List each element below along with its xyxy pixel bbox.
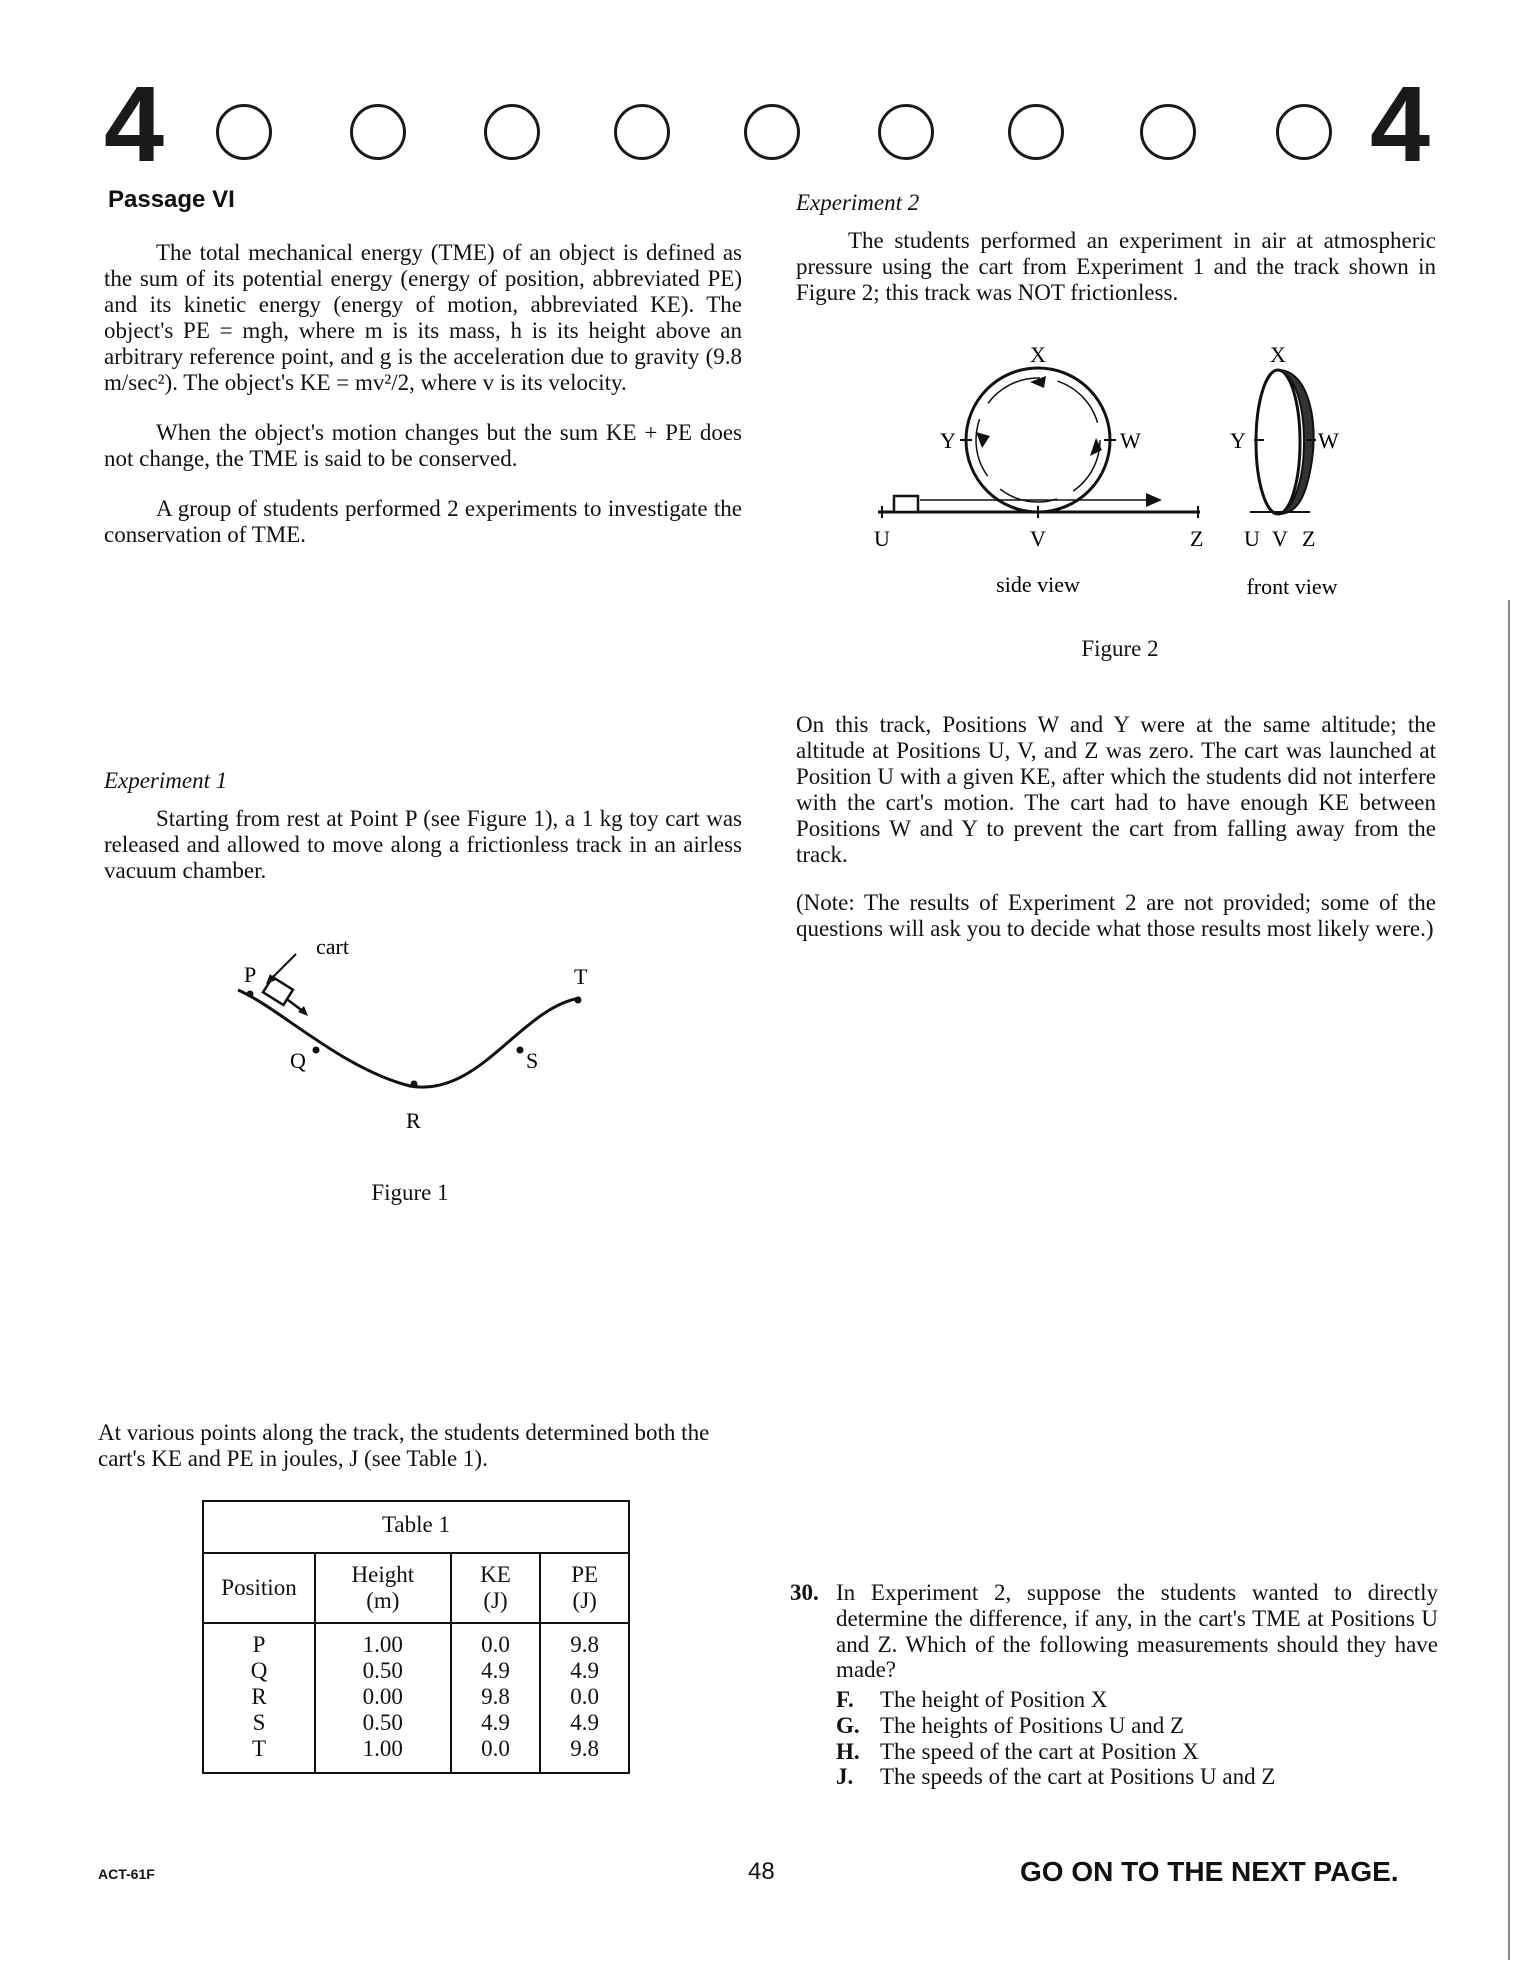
header-height-label: Height (351, 1562, 415, 1587)
front-label-v: V (1272, 526, 1288, 551)
figure-1-track-diagram (220, 918, 620, 1158)
intro-paragraph-1: The total mechanical energy (TME) of an object is defined as the sum of its potential energy (energy of position, abbreviated PE) and its kinetic energy (energy of motion, abbreviated KE). The object's PE = mgh, where m is its mass, h is its height above an arbitrary reference point, and g is the acceleration due to gravity (9.8 m/sec²). The object's KE = mv²/2, where v is its velocity. (104, 240, 742, 395)
cell-position: Q (204, 1658, 315, 1684)
figure-1-caption: Figure 1 (371, 1180, 449, 1205)
side-view-label: side view (996, 572, 1080, 597)
next-page-notice: GO ON TO THE NEXT PAGE. (1020, 1856, 1399, 1887)
point-t-marker (575, 997, 582, 1004)
side-label-y: Y (940, 428, 956, 453)
side-label-x: X (1030, 342, 1046, 367)
passage-intro (104, 240, 742, 548)
side-label-z: Z (1190, 526, 1204, 551)
cart-pointer-line (270, 954, 296, 980)
cell-position: R (204, 1684, 315, 1710)
table-row (204, 1658, 628, 1684)
cell-height: 1.00 (315, 1736, 451, 1772)
cell-ke: 0.0 (451, 1736, 541, 1772)
header-circle (1276, 104, 1332, 160)
section-number-left: 4 (104, 63, 165, 184)
cell-ke: 0.0 (451, 1623, 541, 1658)
header-circle (1140, 104, 1196, 160)
table-row (204, 1623, 628, 1658)
header-ke-label: KE (480, 1562, 511, 1587)
page-number: 48 (748, 1858, 775, 1885)
point-q-marker (313, 1047, 320, 1054)
point-p-marker (247, 991, 254, 998)
header-circle (878, 104, 934, 160)
table-1-grid (204, 1554, 628, 1772)
point-t-label: T (574, 964, 588, 989)
cart-box (894, 496, 918, 512)
cell-height: 0.00 (315, 1684, 451, 1710)
side-label-v: V (1030, 526, 1046, 551)
experiment2-text: The students performed an experiment in air at atmospheric pressure using the cart from Experiment 1 and the track shown in Figure 2; this track was NOT frictionless. (796, 228, 1436, 305)
cell-height: 0.50 (315, 1710, 451, 1736)
point-p-label: P (244, 962, 257, 987)
cell-ke: 9.8 (451, 1684, 541, 1710)
point-r-marker (411, 1081, 418, 1088)
question-text: In Experiment 2, suppose the students wanted to directly determine the difference, if any, in the cart's TME at Positions U and Z. Which of the following measurements should they have made? (836, 1580, 1438, 1683)
side-label-u: U (874, 526, 890, 551)
header-ke-unit: (J) (483, 1588, 508, 1613)
question-30 (790, 1580, 1438, 1790)
experiment1-heading: Experiment 1 (104, 768, 228, 793)
table-header-row (204, 1554, 628, 1623)
loop-track (966, 368, 1110, 512)
header-circle (484, 104, 540, 160)
passage-title: Passage VI (108, 186, 235, 213)
experiment1-text: Starting from rest at Point P (see Figure 1), a 1 kg toy cart was released and allowed to move along a frictionless track in an airless vacuum chamber. (104, 806, 742, 883)
question-number: 30. (790, 1580, 819, 1605)
option-letter: H. (836, 1738, 860, 1764)
experiment1-text-block (104, 806, 742, 884)
answer-options (790, 1687, 1438, 1790)
path-arrow-left (976, 432, 990, 448)
front-loop-shadow (1278, 370, 1314, 514)
answer-option-f[interactable] (836, 1687, 1438, 1713)
header-circle (216, 104, 272, 160)
point-s-label: S (526, 1048, 539, 1073)
header-position-label: Position (221, 1575, 297, 1600)
experiment2-note: (Note: The results of Experiment 2 are not provided; some of the questions will ask you to decide what those results most likely were.) (796, 890, 1436, 941)
option-text: The height of Position X (880, 1687, 1108, 1712)
header-circle (350, 104, 406, 160)
cart-label: cart (316, 934, 349, 959)
cell-position: T (204, 1736, 315, 1772)
scan-edge-line (1508, 600, 1510, 1960)
experiment2-paragraph-2: On this track, Positions W and Y were at the same altitude; the altitude at Positions U, V, and Z was zero. The cart was launched at Position U with a given KE, after which the students did not interfere with the cart's motion. The cart had to have enough KE between Positions W and Y to prevent the cart from falling away from the track. (796, 712, 1436, 867)
table-row (204, 1736, 628, 1772)
point-r-label: R (406, 1108, 421, 1133)
section-number-right: 4 (1370, 63, 1431, 184)
front-label-u: U (1244, 526, 1260, 551)
cell-height: 0.50 (315, 1658, 451, 1684)
table-1-title: Table 1 (204, 1502, 628, 1554)
answer-option-g[interactable] (836, 1713, 1438, 1739)
front-label-x: X (1270, 342, 1286, 367)
cell-pe: 9.8 (570, 1736, 600, 1761)
header-height-unit: (m) (366, 1588, 400, 1613)
launch-path-arrow (1146, 493, 1162, 507)
header-circle (744, 104, 800, 160)
header-position (204, 1554, 315, 1623)
table-row (204, 1710, 628, 1736)
cell-pe: 4.9 (570, 1710, 600, 1735)
header-circle (1008, 104, 1064, 160)
figure-2-loop-track-diagram (860, 340, 1420, 610)
answer-option-j[interactable] (836, 1764, 1438, 1790)
cell-pe: 9.8 (570, 1632, 600, 1657)
option-text: The speeds of the cart at Positions U and Z (880, 1764, 1276, 1790)
table-row (204, 1684, 628, 1710)
cell-position: S (204, 1710, 315, 1736)
header-circle (614, 104, 670, 160)
header-pe-unit: (J) (572, 1588, 597, 1613)
front-view-label: front view (1246, 574, 1338, 599)
table-1 (202, 1500, 630, 1774)
experiment2-text-block (796, 228, 1436, 306)
front-label-z: Z (1302, 526, 1316, 551)
front-label-y: Y (1230, 428, 1246, 453)
front-loop-inner (1256, 370, 1300, 514)
experiment2-heading: Experiment 2 (796, 190, 920, 215)
header-ke (451, 1554, 541, 1623)
cell-ke: 4.9 (451, 1658, 541, 1684)
cell-height: 1.00 (315, 1623, 451, 1658)
table-intro: At various points along the track, the students determined both the cart's KE and PE in joules, J (see Table 1). (98, 1420, 710, 1471)
figure-2-caption: Figure 2 (1081, 636, 1159, 661)
form-code: ACT-61F (98, 1866, 155, 1882)
option-letter: G. (836, 1712, 860, 1738)
point-s-marker (517, 1047, 524, 1054)
answer-option-h[interactable] (836, 1739, 1438, 1765)
header-pe-label: PE (571, 1562, 599, 1587)
question-stem (790, 1580, 1438, 1683)
option-text: The heights of Positions U and Z (880, 1712, 1185, 1738)
cell-pe: 0.0 (570, 1684, 600, 1709)
intro-paragraph-2: When the object's motion changes but the sum KE + PE does not change, the TME is said to be conserved. (104, 419, 742, 471)
side-label-w: W (1120, 428, 1141, 453)
front-label-w: W (1318, 428, 1339, 453)
header-height (315, 1554, 451, 1623)
option-text: The speed of the cart at Position X (880, 1738, 1199, 1764)
cell-position: P (204, 1623, 315, 1658)
cart-path-circle (976, 378, 1100, 502)
point-q-label: Q (290, 1048, 306, 1073)
cell-ke: 4.9 (451, 1710, 541, 1736)
cell-pe: 4.9 (570, 1658, 600, 1683)
header-pe (540, 1554, 628, 1623)
option-letter: J. (836, 1764, 854, 1790)
option-letter: F. (836, 1687, 854, 1712)
intro-paragraph-3: A group of students performed 2 experiments to investigate the conservation of TME. (104, 495, 742, 547)
